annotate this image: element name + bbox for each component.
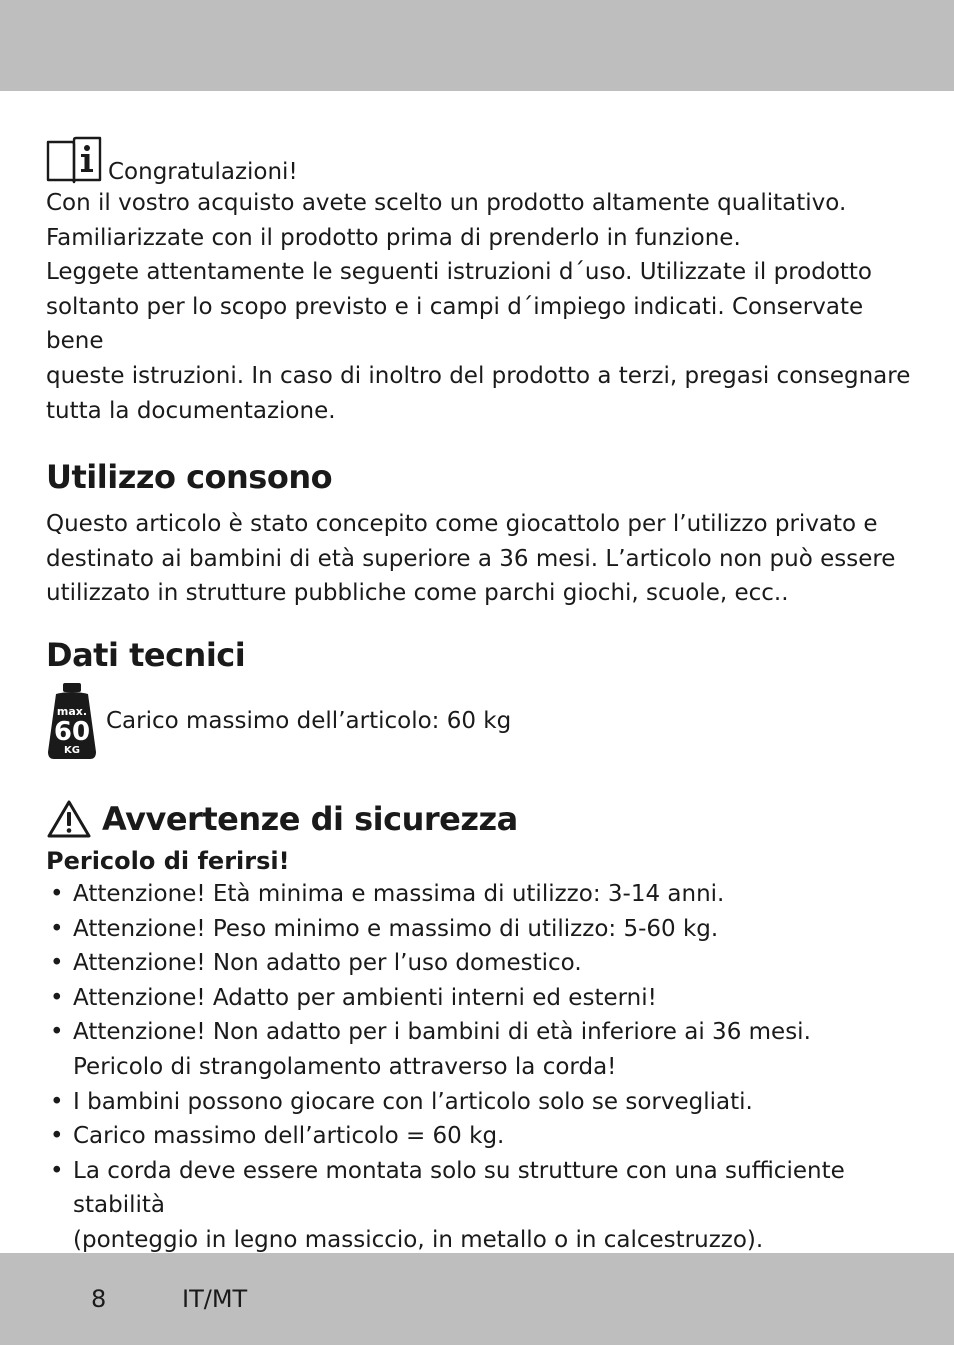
intro-line: queste istruzioni. In caso di inoltro del prodotto a terzi, pregasi consegnare: [46, 362, 911, 389]
intro-greeting: Congratulazioni!: [108, 159, 298, 185]
list-item: • Attenzione! Età minima e massima di utilizzo: 3-14 anni.: [46, 877, 926, 912]
max-weight-unit: KG: [64, 744, 80, 756]
page-number: 8: [91, 1285, 107, 1313]
list-item: • Attenzione! Non adatto per l’uso domestico.: [46, 946, 926, 981]
max-weight-number: 60: [53, 716, 91, 747]
list-item: • Carico massimo dell’articolo = 60 kg.: [46, 1119, 926, 1154]
usage-section: [46, 457, 926, 611]
safety-section: [46, 797, 926, 1258]
tech-row: [46, 681, 926, 761]
list-item: • I bambini possono giocare con l’articolo solo se sorvegliati.: [46, 1085, 926, 1120]
intro-line: soltanto per lo scopo previsto e i campi d´impiego indicati. Conservate bene: [46, 293, 864, 355]
intro-line: Familiarizzate con il prodotto prima di prenderlo in funzione.: [46, 224, 741, 251]
tech-title: Dati tecnici: [46, 635, 246, 674]
intro-heading: [46, 132, 926, 186]
list-item: • Attenzione! Peso minimo e massimo di utilizzo: 5-60 kg.: [46, 912, 926, 947]
usage-line: utilizzato in strutture pubbliche come parchi giochi, scuole, ecc..: [46, 580, 789, 607]
footer-band: [0, 1253, 954, 1345]
list-item: • Attenzione! Adatto per ambienti interni ed esterni!: [46, 981, 926, 1016]
intro-line: Con il vostro acquisto avete scelto un prodotto altamente qualitativo.: [46, 190, 847, 216]
safety-list: [46, 877, 926, 1258]
usage-line: Questo articolo è stato concepito come giocattolo per l’utilizzo privato e: [46, 511, 878, 538]
usage-title: Utilizzo consono: [46, 458, 333, 497]
safety-heading: [46, 797, 926, 841]
max-weight-icon: [46, 682, 98, 760]
intro-line: tutta la documentazione.: [46, 397, 336, 424]
page-content: [46, 132, 926, 1257]
max-weight-label: max.: [56, 704, 88, 718]
warning-triangle-icon: [46, 799, 92, 839]
info-book-icon: [46, 136, 102, 186]
intro-line: Leggete attentamente le seguenti istruzioni d´uso. Utilizzate il prodotto: [46, 259, 873, 286]
intro-paragraph: [46, 186, 926, 428]
safety-title: Avvertenze di sicurezza: [102, 799, 518, 838]
header-band: [0, 0, 954, 91]
tech-section: [46, 635, 926, 761]
list-item: • La corda deve essere montata solo su strutture con una sufficiente stabilità (ponteggio in legno massiccio, in metallo o in calcestruzzo).: [46, 1154, 926, 1258]
safety-subtitle: Pericolo di ferirsi!: [46, 846, 290, 875]
language-code: IT/MT: [182, 1285, 248, 1313]
tech-max-load: Carico massimo dell’articolo: 60 kg: [106, 707, 512, 734]
list-item: • Attenzione! Non adatto per i bambini di età inferiore ai 36 mesi. Pericolo di strangolamento attraverso la corda!: [46, 1015, 926, 1084]
usage-line: destinato ai bambini di età superiore a 36 mesi. L’articolo non può essere: [46, 545, 896, 572]
